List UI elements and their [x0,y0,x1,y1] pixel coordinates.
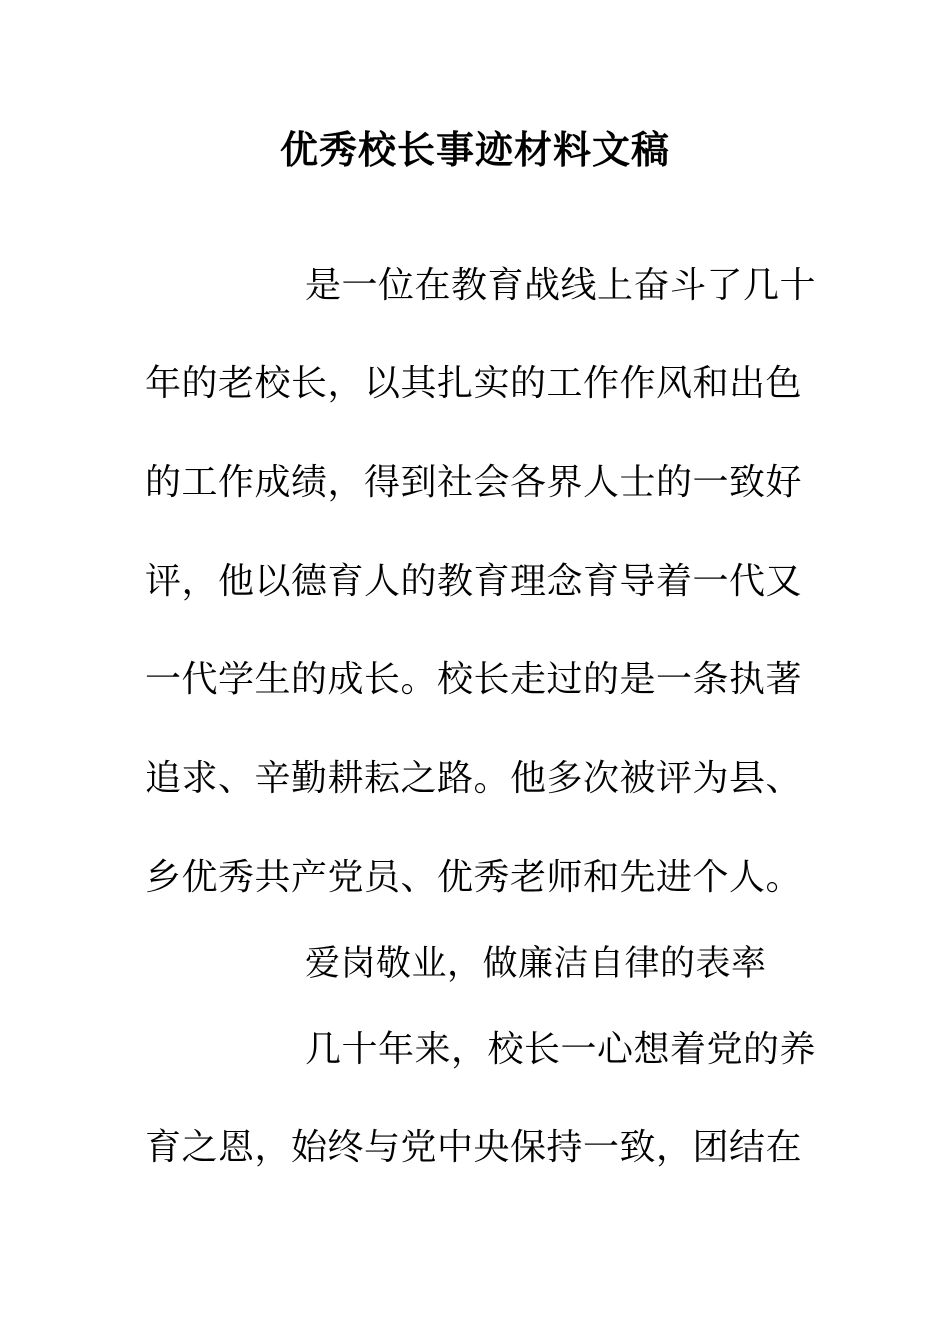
paragraph-line: 育之恩，始终与党中央保持一致，团结在 [145,1127,803,1168]
paragraph-line: 乡优秀共产党员、优秀老师和先进个人。 [145,857,803,898]
paragraph-line: 年的老校长，以其扎实的工作作风和出色 [145,363,803,404]
paragraph-line: 评，他以德育人的教育理念育导着一代又 [145,561,803,602]
paragraph-line: 的工作成绩，得到社会各界人士的一致好 [145,462,803,503]
paragraph-line: 是一位在教育战线上奋斗了几十 [305,265,817,306]
document-title: 优秀校长事迹材料文稿 [279,127,670,172]
paragraph-line: 一代学生的成长。校长走过的是一条执著 [145,659,803,700]
section-heading: 爱岗敬业，做廉洁自律的表率 [305,944,767,984]
paragraph-line: 几十年来，校长一心想着党的养 [305,1029,817,1070]
paragraph-line: 追求、辛勤耕耘之路。他多次被评为县、 [145,758,803,799]
